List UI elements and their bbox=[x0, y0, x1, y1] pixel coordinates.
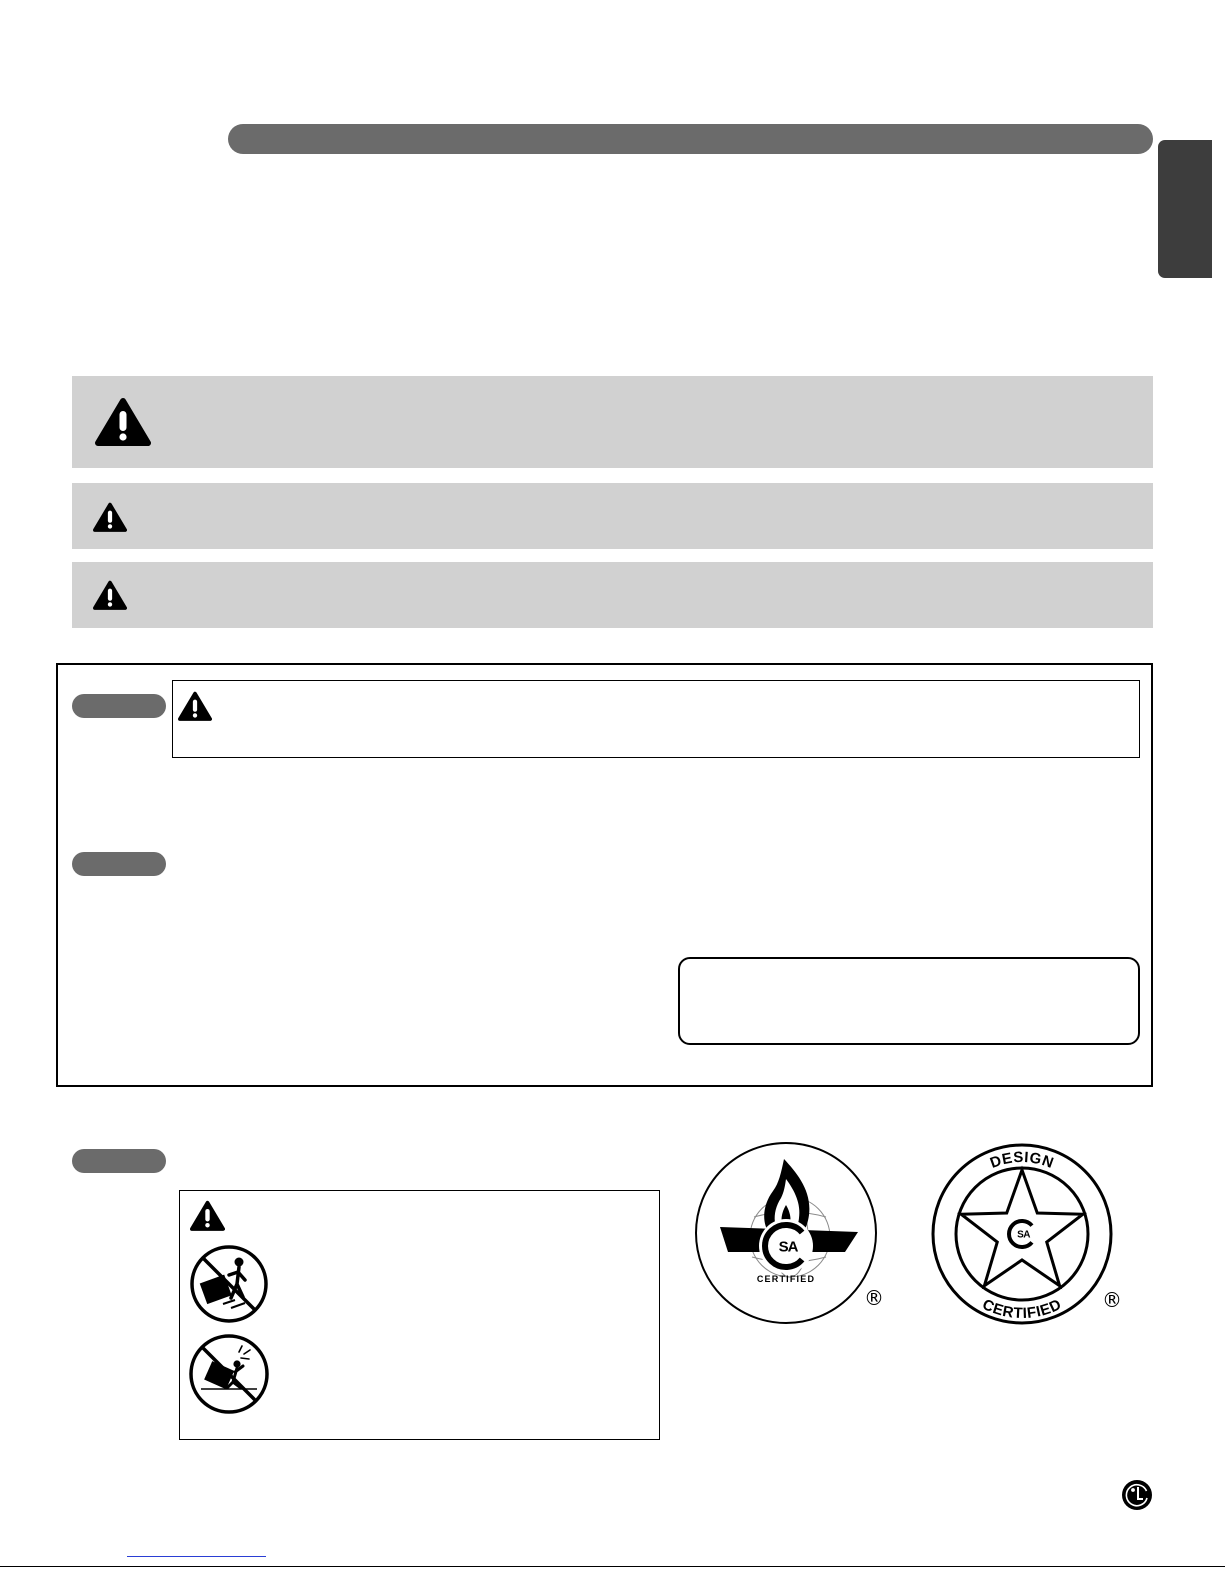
warning-triangle-icon bbox=[93, 580, 127, 610]
tip-over-caution-box bbox=[179, 1190, 660, 1440]
warning-triangle-icon bbox=[95, 397, 151, 446]
chapter-side-tab bbox=[1158, 140, 1212, 278]
section-pill-label bbox=[72, 852, 166, 876]
certified-arc-text-path: CERTIFIED bbox=[979, 1295, 1065, 1323]
warning-triangle-icon bbox=[178, 691, 212, 721]
warning-triangle-icon bbox=[93, 502, 127, 532]
safety-section-frame bbox=[56, 663, 1153, 1087]
design-arc-text-path: DESIGN bbox=[987, 1148, 1057, 1172]
section-pill-label bbox=[72, 694, 166, 718]
registered-mark: ® bbox=[1102, 1288, 1122, 1312]
csa-mark-letters: SA bbox=[778, 1238, 798, 1256]
footer-rule bbox=[0, 1566, 1225, 1567]
csa-mark-letters: SA bbox=[1017, 1229, 1030, 1241]
section-header-bar bbox=[228, 124, 1153, 154]
csa-design-certified-logo bbox=[930, 1142, 1114, 1326]
notice-box-caution bbox=[72, 562, 1153, 628]
certified-caption: CERTIFIED bbox=[756, 1274, 816, 1284]
lg-logo-icon bbox=[1121, 1479, 1153, 1511]
notice-box-danger bbox=[72, 376, 1153, 468]
section-pill-label bbox=[72, 1149, 166, 1173]
warning-callout-box bbox=[172, 680, 1140, 758]
footer-link-underline[interactable] bbox=[127, 1556, 266, 1557]
registered-mark: ® bbox=[864, 1286, 884, 1310]
no-tipping-icon bbox=[189, 1333, 269, 1415]
no-climbing-icon bbox=[189, 1244, 269, 1324]
notice-box-warning bbox=[72, 483, 1153, 549]
csa-certified-logo bbox=[694, 1141, 878, 1325]
note-rounded-box bbox=[678, 957, 1140, 1045]
warning-triangle-icon bbox=[190, 1200, 225, 1231]
